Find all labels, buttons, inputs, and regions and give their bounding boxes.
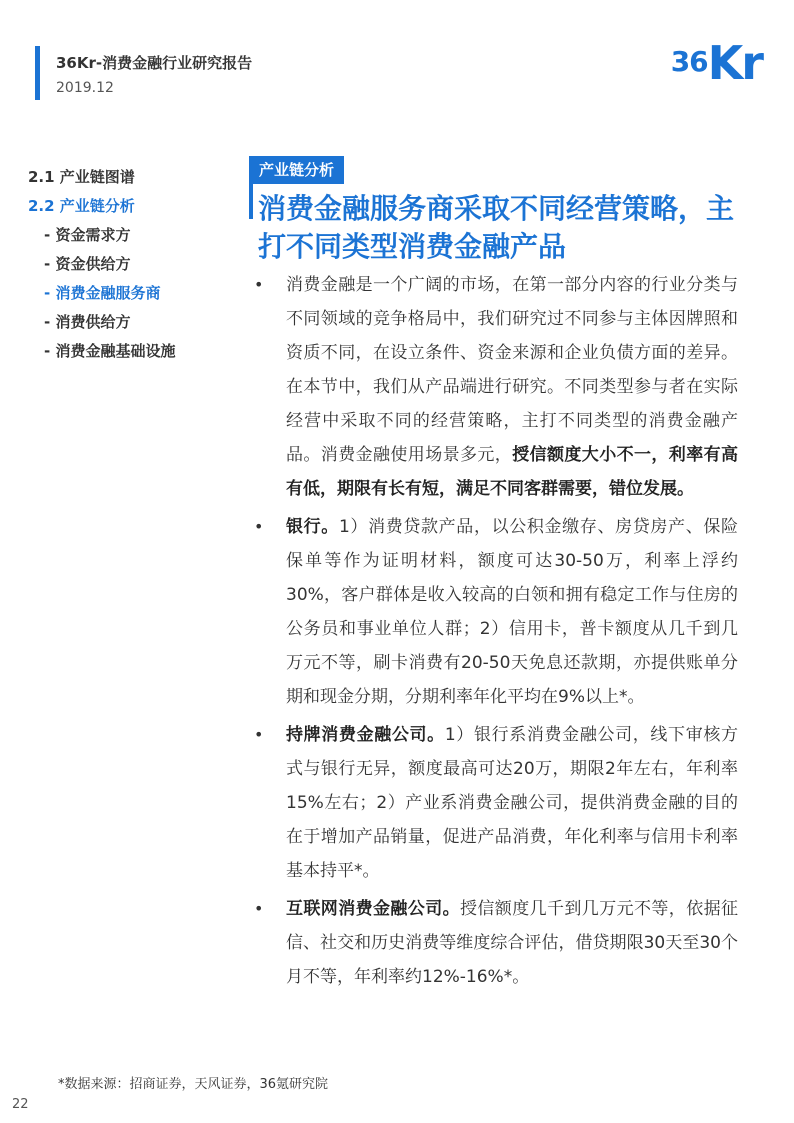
- logo-number: 36: [670, 45, 708, 78]
- section-tag: 产业链分析: [249, 156, 344, 184]
- report-date: 2019.12: [56, 80, 114, 96]
- logo-letters: Kr: [707, 36, 762, 90]
- bullet-text: 授信额度几千到几万元不等，依据征信、社交和历史消费等维度综合评估，借贷期限30天至30个月不等，年利率约12%-16%*。: [286, 899, 738, 987]
- page-headline: 消费金融服务商采取不同经营策略，主打不同类型消费金融产品: [258, 192, 735, 263]
- bullet-text: 1）消费贷款产品，以公积金缴存、房贷房产、保险保单等作为证明材料，额度可达30-50万，利率上浮约30%，客户群体是收入较高的白领和拥有稳定工作与住房的公务员和事业单位人群；2）信用卡，普卡额度从几千到几万元不等，刷卡消费有20-50天免息还款期，亦提供账单分期和现金分期，分期利率年化平均在9%以上*。: [286, 517, 738, 707]
- toc-sub-consumption-supply[interactable]: - 消费供给方: [44, 313, 131, 331]
- toc-sub-service-providers[interactable]: - 消费金融服务商: [44, 284, 161, 302]
- header-accent-bar: [35, 46, 40, 100]
- toc-sub-infrastructure[interactable]: - 消费金融基础设施: [44, 342, 176, 360]
- bullet-glyph: •: [254, 725, 264, 744]
- bullet-item-internet-consumer-finance: [250, 892, 738, 994]
- toc-sub-capital-supply[interactable]: - 资金供给方: [44, 255, 131, 273]
- toc-item-2-1[interactable]: 2.1 产业链图谱: [28, 168, 135, 186]
- headline-accent-line: [249, 183, 253, 219]
- bullet-glyph: •: [254, 517, 264, 536]
- table-of-contents: [28, 167, 175, 370]
- bullet-emphasis: 授信额度大小不一，利率有高有低，期限有长有短，满足不同客群需要，错位发展。: [286, 445, 739, 499]
- bullet-glyph: •: [254, 275, 264, 294]
- bullet-text: 消费金融是一个广阔的市场，在第一部分内容的行业分类与不同领域的竞争格局中，我们研究过不同参与主体因牌照和资质不同，在设立条件、资金来源和企业负债方面的差异。在本节中，我们从产品端进行研究。不同类型参与者在实际经营中采取不同的经营策略，主打不同类型的消费金融产品。消费金融使用场景多元，: [286, 275, 738, 465]
- toc-item-2-2[interactable]: 2.2 产业链分析: [28, 197, 135, 215]
- bullet-list: [250, 268, 738, 998]
- data-source-footnote: *数据来源：招商证券，天风证券，36氪研究院: [58, 1077, 329, 1092]
- bullet-item-licensed-consumer-finance: [250, 718, 738, 888]
- page-number: 22: [12, 1097, 29, 1112]
- report-title: 36Kr-消费金融行业研究报告: [56, 54, 253, 72]
- bullet-lead: 互联网消费金融公司。: [286, 899, 460, 919]
- 36kr-logo: [670, 36, 762, 90]
- bullet-text: 1）银行系消费金融公司，线下审核方式与银行无异，额度最高可达20万，期限2年左右，年利率15%左右；2）产业系消费金融公司，提供消费金融的目的在于增加产品销量，促进产品消费，年化利率与信用卡利率基本持平*。: [286, 725, 738, 881]
- bullet-item-banks: [250, 510, 738, 714]
- bullet-glyph: •: [254, 899, 264, 918]
- bullet-lead: 银行。: [286, 517, 339, 537]
- bullet-item-intro: [250, 268, 738, 506]
- toc-sub-capital-demand[interactable]: - 资金需求方: [44, 226, 131, 244]
- bullet-lead: 持牌消费金融公司。: [286, 725, 445, 745]
